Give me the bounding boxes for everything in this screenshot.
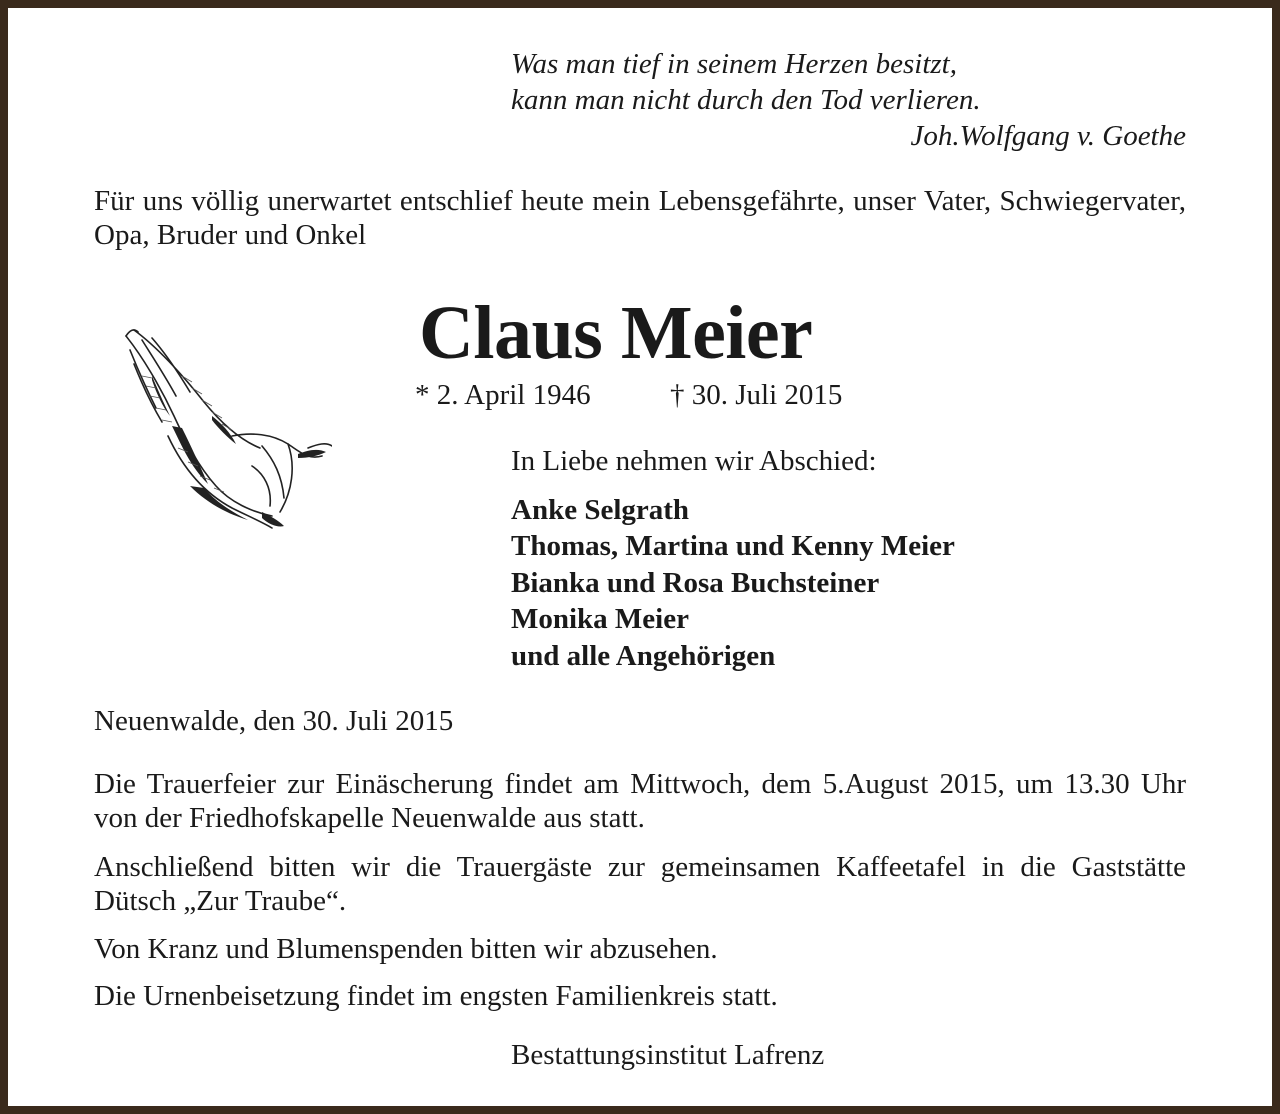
place-and-date: Neuenwalde, den 30. Juli 2015 (94, 705, 454, 737)
goethe-quote (511, 46, 1186, 154)
funeral-service-paragraph: Die Trauerfeier zur Einäscherung findet am Mittwoch, dem 5.August 2015, um 13.30 Uhr von der Friedhofskapelle Neuenwalde aus statt. (94, 768, 1186, 834)
mourner-name: und alle Angehörigen (511, 639, 776, 672)
mourner-name: Anke Selgrath (511, 494, 690, 526)
obituary-notice (8, 8, 1272, 1106)
mourner-name: Bianka und Rosa Buchsteiner (511, 566, 880, 599)
quote-author: Joh.Wolfgang v. Goethe (910, 120, 1186, 152)
undertaker-name: Bestattungsinstitut Lafrenz (511, 1039, 825, 1071)
flowers-paragraph: Von Kranz und Blumenspenden bitten wir abzusehen. (94, 933, 718, 965)
urn-burial-paragraph: Die Urnenbeisetzung findet im engsten Familienkreis statt. (94, 980, 778, 1012)
birth-date: * 2. April 1946 (415, 379, 591, 411)
intro-text: Für uns völlig unerwartet entschlief heute mein Lebensgefährte, unser Vater, Schwiegervater, Opa, Bruder und Onkel (94, 185, 1186, 251)
praying-hands-icon (112, 316, 332, 536)
quote-line-2: kann man nicht durch den Tod verlieren. (511, 84, 981, 116)
deceased-name: Claus Meier (419, 291, 813, 375)
mourners-list (511, 492, 955, 674)
farewell-line: In Liebe nehmen wir Abschied: (511, 445, 877, 477)
reception-paragraph: Anschließend bitten wir die Trauergäste zur gemeinsamen Kaffeetafel in die Gaststätte Dütsch „Zur Traube“. (94, 851, 1186, 917)
quote-line-1: Was man tief in seinem Herzen besitzt, (511, 48, 957, 80)
death-date: † 30. Juli 2015 (670, 379, 843, 411)
mourner-name: Monika Meier (511, 603, 689, 636)
mourner-name: Thomas, Martina und Kenny Meier (511, 530, 955, 563)
